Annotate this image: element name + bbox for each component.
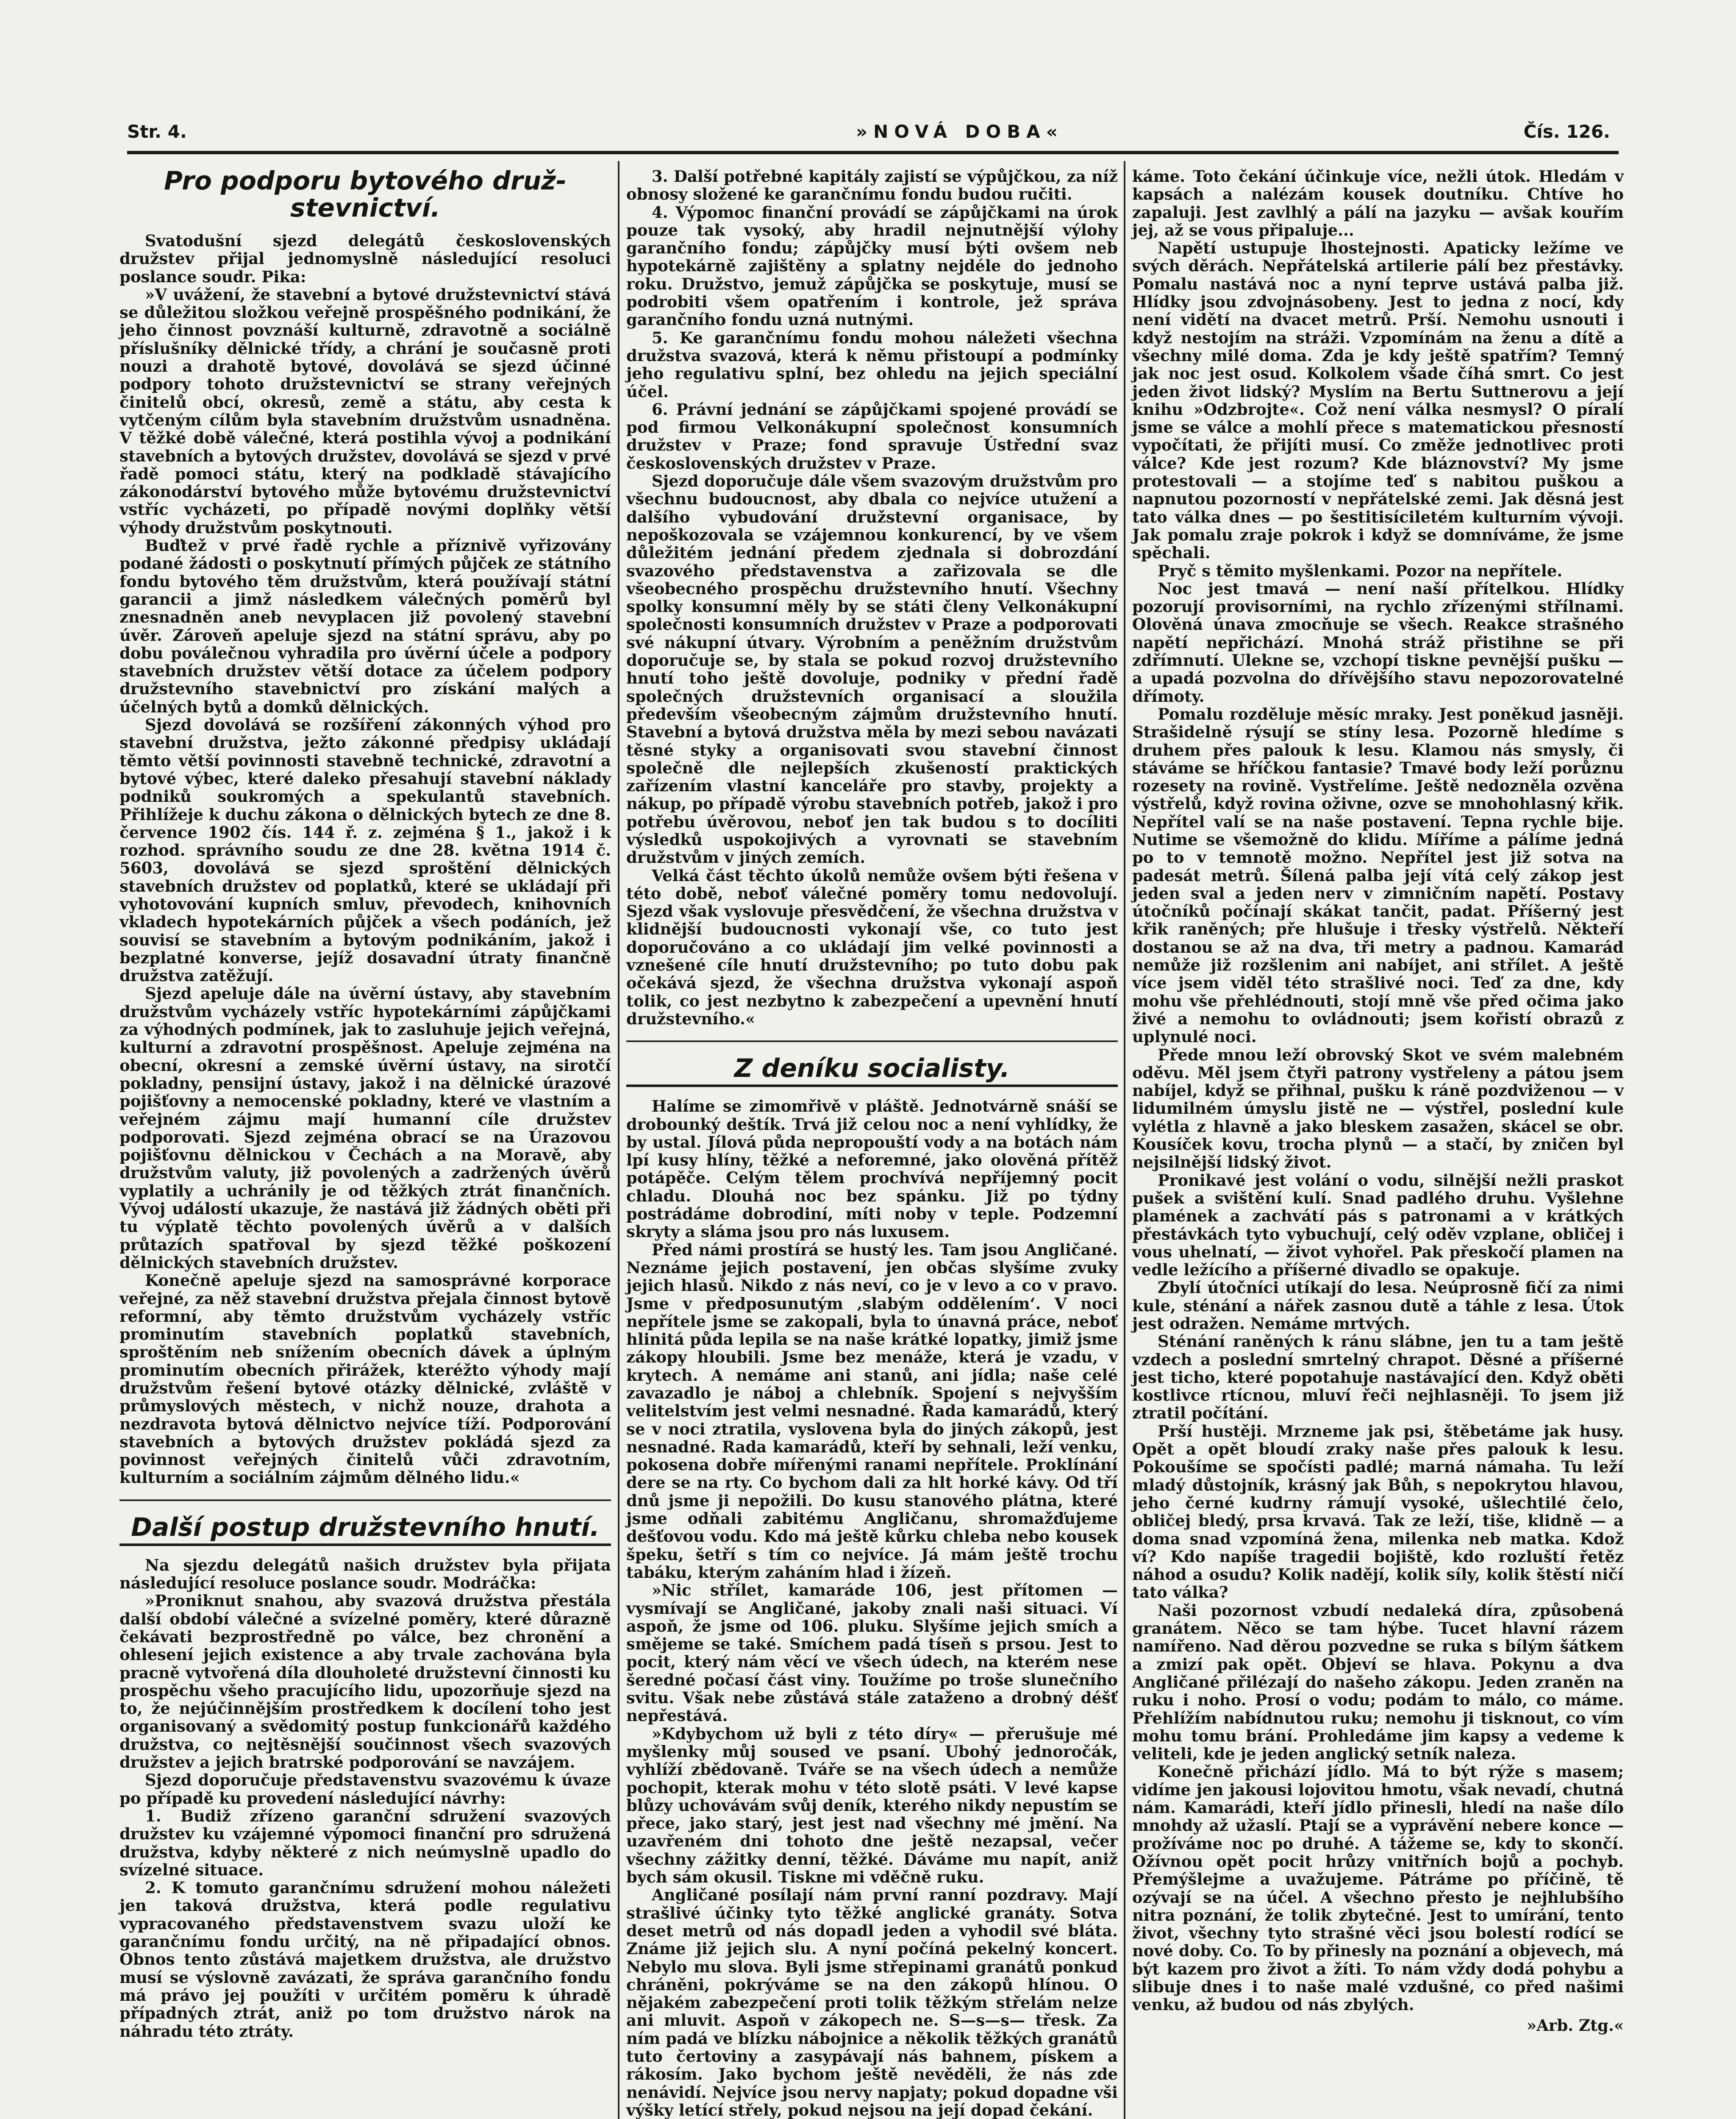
paragraph: Svatodušní sjezd delegátů československých družstev přijal jednomyslně následující resoluci poslance soudr. Pika: — [119, 231, 611, 286]
article-separator — [626, 1040, 1118, 1042]
paragraph: Sjezd doporučuje dále všem svazovým družstvům pro všechnu budoucnost, aby dbala co nejvíce utužení a dalšího vybudování družstevní organisace, by nepoškozovala se vzájemnou konkurencí, by ve všem důležitém jednání předem zjednala si dobrozdání svazového představenstva a zařizovala se dle všeobecného prospěchu družstevního hnutí. Všechny spolky konsumní měly by se státi členy Velkonákupní společnosti konsumních družstev v Praze a podporovati své nákupní útvary. Výrobním a peněžním družstvům doporučuje se, by stala se pokud rozvoj družstevního hnutí toho ještě dovoluje, podniky v přední řadě společných družstevních organisací a sloužila především všeobecným zájmům družstevního hnutí. Stavební a bytová družstva měla by mezi sebou navázati těsné styky a organisovati svou stavební činnost společně dle nejlepších zkušeností praktických zařízením vlastní kanceláře pro stavby, projekty a nákup, po případě výrobu stavebních potřeb, jakož i pro potřebu úvěrovou, neboť jen tak budou s to docíliti výsledků uspokojivých a vyrovnati se stavebním družstvům v jiných zemích. — [626, 472, 1118, 867]
paragraph: Buďtež v prvé řadě rychle a příznivě vyřizovány podané žádosti o poskytnutí přímých půjček ze státního fondu bytového těm družstvům, která používají státní garancii a jimž následkem válečných poměrů byl znesnadněn aneb nevyplacen již povolený stavební úvěr. Zároveň apeluje sjezd na státní správu, aby po dobu poválečnou vyhradila pro úvěrní účele a podpory stavebních družstev větší dotace za účelem podpory družstevního stavebnictví pro získání malých a účelných bytů a domků dělnických. — [119, 536, 611, 716]
article-separator — [119, 1499, 611, 1501]
newspaper-title: »NOVÁ DOBA« — [856, 121, 1064, 142]
paragraph: 4. Výpomoc finanční provádí se zápůjčkami na úrok pouze tak vysoký, aby hradil nejnutnější výlohy garančního fondu; zápůjčky musí býti ovšem neb hypotekárně zajištěny a splatny nejdéle do jednoho roku. Družstvo, jemuž zápůjčka se poskytuje, musí se podrobiti všem opatřením i kontrole, jež správa garančního fondu uzná nutnými. — [626, 203, 1118, 329]
paragraph: »V uvážení, že stavební a bytové družstevnictví stává se důležitou složkou veřejně prospěšného podnikání, že jeho činnost povznáší kulturně, zdravotně a sociálně příslušníky dělnické třídy, a chrání je současně proti nouzi a drahotě bytové, dovolává se sjezd účinné podpory tohoto družstevnictví se strany veřejných činitelů obcí, okresů, země a státu, aby cesta k vytčeným cílům byla stavebním družstvům usnadněna. V těžké době válečné, která postihla vývoj a podnikání stavebních a bytových družstev, dovolává se sjezd v prvé řadě pomoci státu, který na podkladě stávajícího zákonodárství bytového může bytovému družstevnictví vstříc vycházeti, po případě novými doplňky větší výhody družstvům poskytnouti. — [119, 285, 611, 537]
paragraph: Konečně apeluje sjezd na samosprávné korporace veřejné, za něž stavební družstva přejala činnost bytově reformní, aby těmto družstvům vycházely vstříc prominutím stavebních poplatků stavebních, sproštěním neb snížením obecních dávek a úplným prominutím obecních přirážek, kteréžto výhody mají družstvům řešení bytové otázky dělnické, zvláště v průmyslových městech, v nichž nouze, drahota a nezdravota bytová dělnictvo nejvíce tíží. Podporování stavebních a bytových družstev pokládá sjezd za povinnost veřejných činitelů vůči zdravotním, kulturním a sociálním zájmům dělného lidu.« — [119, 1271, 611, 1487]
paragraph: Angličané posílají nám první ranní pozdravy. Mají strašlivé účinky tyto těžké anglické granáty. Sotva deset metrů od nás dopadl jeden a vyhodil své bláta. Známe již jejich slu. A nyní počíná pekelný koncert. Nebylo mu slova. Byli jsme střepinami granátů ponkud chráněni, pokrýváme se na den zákopů hlínou. O nějakém zabezpečení proti tolik těžkým střelám nelze ani mluvit. Aspoň v zákopech ne. S—s—s— třesk. Za ním padá ve blízku nábojnice a několik těžkých granátů tuto čertoviny a zasypávají nás bahnem, pískem a rákosím. Jako bychom ještě nevěděli, že nás zde nenávidí. Nejvíce jsou nervy napjaty; pokud dopadne vši výšky letící střely, pokud nejsou na její dopad čekání. — [626, 1885, 1118, 2119]
paragraph: Přede mnou leží obrovský Skot ve svém malebném oděvu. Měl jsem čtyři patrony vystřeleny a pátou jsem nabíjel, když se přihnal, pušku k ráně pozdviženou — v lidumilném úmyslu jistě ne — výstřel, poslední kule vylétla z hlavně a jako bleskem zasažen, skácel se obr. Kousíček kovu, trocha plynů — a stačí, by zničen byl nejsilnější lidský život. — [1132, 1045, 1624, 1172]
column-3 — [1132, 167, 1624, 2034]
page-number: Str. 4. — [127, 121, 187, 142]
paragraph: Noc jest tmavá — není naší přítelkou. Hlídky pozorují provisorními, na rychlo zřízenými střílnami. Olověná únava zmocňuje se všech. Reakce strašného napětí nepřichází. Mnohá stráž přistihne se při zdřímnutí. Ulekne se, vzchopí tiskne pevnější pušku — a upadá pozvolna do dřívějšího stavu nepozorovatelné dřímoty. — [1132, 579, 1624, 706]
column-2 — [626, 167, 1118, 2119]
paragraph: Prší hustěji. Mrzneme jak psi, štěbetáme jak husy. Opět a opět bloudí zraky naše přes palouk k lesu. Pokoušíme se spočísti padlé; marná námaha. Tu leží mladý důstojník, krásný jak Bůh, s nepokrytou hlavou, jeho černé kudrny rámují vysoké, ušlechtilé čelo, obličej bledý, prsa krvavá. Tak ze leží, tiše, klidně — a doma snad vzpomíná žena, milenka neb matka. Kdož ví? Kdo napíše tragedii bojiště, kdo rozluští řetěz náhod a osudu? Kolik nadějí, kolik síly, kolik štěstí ničí tato válka? — [1132, 1421, 1624, 1602]
source-caption: »Arb. Ztg.« — [1527, 2016, 1624, 2035]
paragraph: Pryč s těmito myšlenkami. Pozor na nepřítele. — [1158, 561, 1563, 580]
issue-number: Čís. 126. — [1523, 121, 1610, 142]
paragraph: 5. Ke garančnímu fondu mohou náležeti všechna družstva svazová, která k němu přistoupí a podmínky jeho regulativu splní, bez ohledu na jejich speciální účel. — [626, 328, 1118, 401]
paragraph: »Kdybychom už byli z této díry« — přerušuje mé myšlenky můj soused ve psaní. Ubohý jednoročák, vyhlíží zbědovaně. Tváře se na všech údech a nemůže pochopit, kterak mohu v této slotě psáti. V levé kapse blůzy uchovávám svůj deník, kterého nikdy nepustím se přece, jako starý, jest jest nad všechny mé jmění. Na uzavřeném dni tohoto dne ještě nezapsal, večer všechny zážitky denní, těžké. Dáváme mu napít, aniž bych sám okusil. Tiskne mi vděčně ruku. — [626, 1724, 1118, 1887]
article-title-dalsi-postup: Další postup družstevního hnutí. — [119, 1514, 611, 1546]
page-header — [127, 121, 1619, 154]
column-rule-right — [1124, 161, 1125, 2119]
paragraph: 3. Další potřebné kapitály zajistí se výpůjčkou, za níž obnosy složené ke garančnímu fondu budou ručiti. — [626, 167, 1118, 204]
paragraph: Sjezd dovolává se rozšíření zákonných výhod pro stavební družstva, ježto zákonné předpisy ukládají těmto větší povinnosti stavebně technické, zdravotní a bytové výbec, které daleko přesahují stavební náklady podniků soukromých a spekulantů stavebních. Přihlížeje k duchu zákona o dělnických bytech ze dne 8. července 1902 čís. 144 ř. z. zejména § 1., jakož i k rozhod. správního soudu ze dne 28. května 1914 č. 5603, dovolává se sjezd sproštění dělnických stavebních družstev od poplatků, které se ukládají při vyhotovování kupních smluv, převodech, knihovních vkladech hypotekárních půjček a všech podáních, jež souvisí se stavebním a bytovým podnikáním, jakož i bezplatné konverse, jejíž dosavadní útraty finančně družstva zatěžují. — [119, 715, 611, 985]
paragraph: Naši pozornost vzbudí nedaleká díra, způsobená granátem. Něco se tam hýbe. Tucet hlavní rázem namířeno. Nad děrou pozvedne se ruka s bílým šátkem a zmizí pak opět. Objeví se hlava. Pokynu a dva Angličané přilézají do našeho zákopu. Jeden zraněn na ruku i noho. Prosí o vodu; podám to málo, co máme. Přehlížím nabídnutou ruku; nemohu ji tisknout, co vím mohu tomu brání. Prohledáme jim kapsy a vedeme k veliteli, kde je jeden anglický setník naleza. — [1132, 1601, 1624, 1763]
paragraph: Sjezd doporučuje představenstvu svazovému k úvaze po případě ku provedení následující návrhy: — [119, 1771, 611, 1808]
paragraph: Napětí ustupuje lhostejnosti. Apaticky ležíme ve svých děrách. Nepřátelská artilerie pálí bez přestávky. Pomalu nastává noc a nyní teprve ustává palba již. Hlídky jsou zdvojnásobeny. Jest to jedna z nocí, kdy není vidětí na dvacet metrů. Prší. Nemohu usnouti i když nestojím na stráži. Vzpomínám na ženu a dítě a všechny milé doma. Zda je kdy ještě spatřím? Temný jak noc jest osud. Kolkolem všade číhá smrt. Co jest jeden život lidský? Myslím na Bertu Suttnerovu a její knihu »Odzbrojte«. Což není válka nesmysl? O píralí jsme se válce a mohlí přece s matematickou přesností vypočítati, že přijíti musí. Co změže jednotlivec proti válce? Kde jest rozum? Kde bláznovství? My jsme protestovali — a stojíme teď s nabitou puškou a napnutou pozorností v nepřátelské zemi. Jak děsná jest tato válka dnes — po šestitisíciletém kulturním vývoji. Jak pomalu zraje pokrok i když se domníváme, že jsme spěchali. — [1132, 239, 1624, 562]
article-title-z-deniku-socialisty: Z deníku socialisty. — [626, 1055, 1118, 1087]
paragraph: Velká část těchto úkolů nemůže ovšem býti řešena v této době, neboť válečné poměry tomu nedovolují. Sjezd však vyslovuje přesvědčení, že všechna družstva v klidnější budoucnosti vykonají vše, co tuto jest doporučováno a co ukládají jim velké povinnosti a vznešené cíle hnutí družstevního; po tuto dobu pak očekává sjezd, že všechna družstva vykonají aspoň tolik, co jest nezbytno k zabezpečení a upevnění hnutí družstevního.« — [626, 866, 1118, 1028]
article-title-bytove-druzstevnictvi: Pro podporu bytového druž-stevnictví. — [164, 166, 567, 223]
paragraph: káme. Toto čekání účinkuje více, nežli útok. Hledám v kapsách a nalézám kousek doutníku. Chtíve ho zapaluji. Jest zavlhlý a pálí na jazyku — avšak kouřím jej, až se vous připaluje... — [1132, 167, 1624, 239]
paragraph: Před námi prostírá se hustý les. Tam jsou Angličané. Neznáme jejich postavení, jen občas slyšíme zvuky jejich hlasů. Nikdo z nás neví, co je v levo a co v pravo. Jsme v předposunutým ‚slabým oddělením‘. V noci nepřítele jsme se zakopali, byla to únavná práce, neboť hlinitá půda lepila se na naše krátké lopatky, jimiž jsme zákopy hloubili. Jsme bez menáže, která je vzadu, v krytech. A nemáme ani stanů, ani jídla; naše celé zavazadlo je náboj a chlebník. Spojení s nejvyšším velitelstvím jest velmi nesnadné. Řada kamarádů, který se v noci ztratila, vyslovena byla do jiných zákopů, jest nesnadné. Rada kamarádů, kteří by sehnali, leží venku, pokosena dobře mířenými ranami nepřítele. Proklínání dere se na rty. Co bychom dali za hlt horké kávy. Od tří dnů jsme ji nepožili. Do kusu stanového plátna, které jsme odňali zabitému Angličanu, shromažďujeme dešťovou vodu. Kdo má ještě kůrku chleba nebo kousek špeku, šetří s tím co nejvíce. Já mám ještě trochu tabáku, kterým zaháním hlad i žízeň. — [626, 1240, 1118, 1582]
paragraph: Sjezd apeluje dále na úvěrní ústavy, aby stavebním družstvům vycházely vstříc hypotekárními zápůjčkami za výhodných podmínek, jak to zasluhuje jejich veřejná, kulturní a zdravotní prospěšnost. Apeluje zejména na obecní, okresní a zemské úvěrní ústavy, na sirotčí pokladny, pensijní ústavy, jakož i na dělnické úrazové pojišťovny a nemocenské pokladny, které ve vlastním a veřejném zájmu mají humanní cíle družstev podporovati. Sjezd zejména obrací se na Úrazovou pojišťovnu dělnickou v Čechách a na Moravě, aby družstvům valuty, již povolených a zadržených úvěrů vyplatily a uchránily je od těžkých ztrát finančních. Vývoj událostí ukazuje, že nastává již žádných oběti při tu výplatě těchto povolených úvěrů a v dalších průtazích spatřoval by sjezd těžké poškození dělnických stavebních družstev. — [119, 984, 611, 1272]
paragraph: Pronikavé jest volání o vodu, silnější nežli praskot pušek a svištění kulí. Snad padlého druhu. Vyšlehne plamének a zachvátí pás s patronami a v krátkých přestávkách tyto vybuchují, celý oděv vzplane, obličej i vous uhelnatí, — život vyhořel. Pak přeskočí plamen na vedle ležícího a příšerné divadlo se opakuje. — [1132, 1171, 1624, 1279]
paragraph: Na sjezdu delegátů našich družstev byla přijata následující resoluce poslance soudr. Modráčka: — [119, 1555, 611, 1593]
paragraph: Konečně přichází jídlo. Má to být rýže s masem; vidíme jen jakousi lojovitou hmotu, však nevadí, chutná nám. Kamarádi, kteří jídlo přinesli, hledí na naše dílo mnohdy až užaslí. Ptají se a vyprávění nebere konce — prožíváme noc po druhé. A tážeme se, kdy to skončí. Ožívnou opět pocit hrůzy vnitřních bojů a pochyb. Přemýšlejme a uvažujeme. Pátráme po příčině, tě ozývají se na účel. A všechno přesto je nejhlubšího nitra poznání, že tolik zbytečné. Jest to umírání, tento život, všechny tyto strašné věci jsou bolestí rodící se nové doby. Co. To by přinesly na poznání a objevech, má být kazem pro život a žíti. To nám vždy dodá pohybu a slibuje dnes i to naše malé vzdušné, co před našimi venku, až budou od nás zbylých. — [1132, 1762, 1624, 2014]
column-1 — [119, 167, 611, 2040]
paragraph: Pomalu rozděluje měsíc mraky. Jest poněkud jasněji. Strašidelně rýsují se stíny lesa. Pozorně hledíme s druhem přes palouk k lesu. Klamou nás smysly, či stáváme se hříčkou fantasie? Tmavé body leží porůznu rozesety na rovině. Vystřelíme. Ještě nedozněla ozvěna výstřelů, když rovina oživne, ozve se mnohohlasný křik. Nepřítel valí se na naše postavení. Tepna rychle bije. Nutime se všemožně do klidu. Míříme a pálíme jedná po to v temnotě možno. Nepřítel jest již sotva na padesát metrů. Šílená palba její vítá celý zákop jest jeden sval a jeden nerv v zimničním napětí. Postavy útočníků počínají skákat tančit, padat. Příšerný jest křik raněných; pře hlušuje i třesky výstřelů. Někteří dostanou se až na dva, tři metry a padnou. Kamarád nemůže již rozšlenim ani nabíjet, ani střílet. A ještě více jsem viděl této strašlivé noci. Teď za dne, kdy mohu vše přehlédnouti, stojí mně vše před očima jako živé a nemohu to ovládnouti; jsem kořistí obrazů z uplynulé noci. — [1132, 704, 1624, 1046]
paragraph: »Proniknut snahou, aby svazová družstva přestála další období válečné a svízelné poměry, které důrazně čekávati bezprostředně po válce, bez chronění a ohlesení jejich existence a aby trvale zachována byla pracně vytvořená díla dlouholeté družstevní činnosti ku prospěchu všeho pracujícího lidu, upozorňuje sjezd na to, že nejúčinnějším prostředkem k docílení toho jest organisovaný a svědomitý postup funkcionářů každého družstva, co nejtěsnější součinnost všech svazových družstev a jejich bratrské podporování se navzájem. — [119, 1591, 611, 1772]
paragraph: 2. K tomuto garančnímu sdružení mohou náležeti jen taková družstva, která podle regulativu vypracovaného představenstvem svazu uloží ke garančnímu fondu určitý, na ně připadající obnos. Obnos tento zůstává majetkem družstva, ale družstvo musí se výslovně zavázati, že správa garančního fondu má právo jej použíti v určitém poměru k úhradě případných ztrát, aniž po tom družstvo nárok na náhradu této ztráty. — [119, 1878, 611, 2041]
paragraph: 1. Budiž zřízeno garanční sdružení svazových družstev ku vzájemné výpomoci finanční pro sdružená družstva, kdyby některé z nich neúmyslně upadlo do svízelné situace. — [119, 1806, 611, 1879]
paragraph: Halíme se zimomřivě v pláště. Jednotvárně snáší se drobounký deštík. Trvá již celou noc a není vyhlídky, že by ustal. Jílová půda nepropouští vody a na botách nám lpí kusy hlíny, těžké a neforemné, jako olověná přítěž potápěče. Celým tělem prochvívá nepříjemný pocit chladu. Dlouhá noc bez spánku. Již po týdny postrádáme dobrodiní, míti noby v teple. Podzemní skryty a sláma jsou pro nás luxusem. — [626, 1097, 1118, 1241]
paragraph: Zbylí útočníci utíkají do lesa. Neúprosně fičí za nimi kule, sténání a nářek zasnou dutě a táhle z lesa. Útok jest odražen. Nemáme mrtvých. — [1132, 1278, 1624, 1333]
column-rule-left — [618, 161, 619, 2119]
paragraph: »Nic střílet, kamaráde 106, jest přítomen — vysmívají se Angličané, jakoby znali naši situaci. Ví aspoň, že jsme od 106. pluku. Slyšíme jejich smích a smějeme se také. Smíchem padá tíseň s prsou. Jest to pocit, který nám věcí ve všech údech, na kterém nese šeredné počasí část viny. Toužíme po troše slunečního svitu. Však nebe zůstává stále zataženo a drobný déšť nepřestává. — [626, 1581, 1118, 1725]
paragraph: 6. Právní jednání se zápůjčkami spojené provádí se pod firmou Velkonákupní společnost konsumních družstev v Praze; fond spravuje Ústřední svaz československých družstev v Praze. — [626, 400, 1118, 473]
paragraph: Sténání raněných k ránu slábne, jen tu a tam ještě vzdech a poslední smrtelný chrapot. Děsné a příšerné jest ticho, které popotahuje nastávající den. Když oběti kostlivce rtícnou, mluví řeči nejhlasněji. To jsem již ztratil počítání. — [1132, 1332, 1624, 1423]
